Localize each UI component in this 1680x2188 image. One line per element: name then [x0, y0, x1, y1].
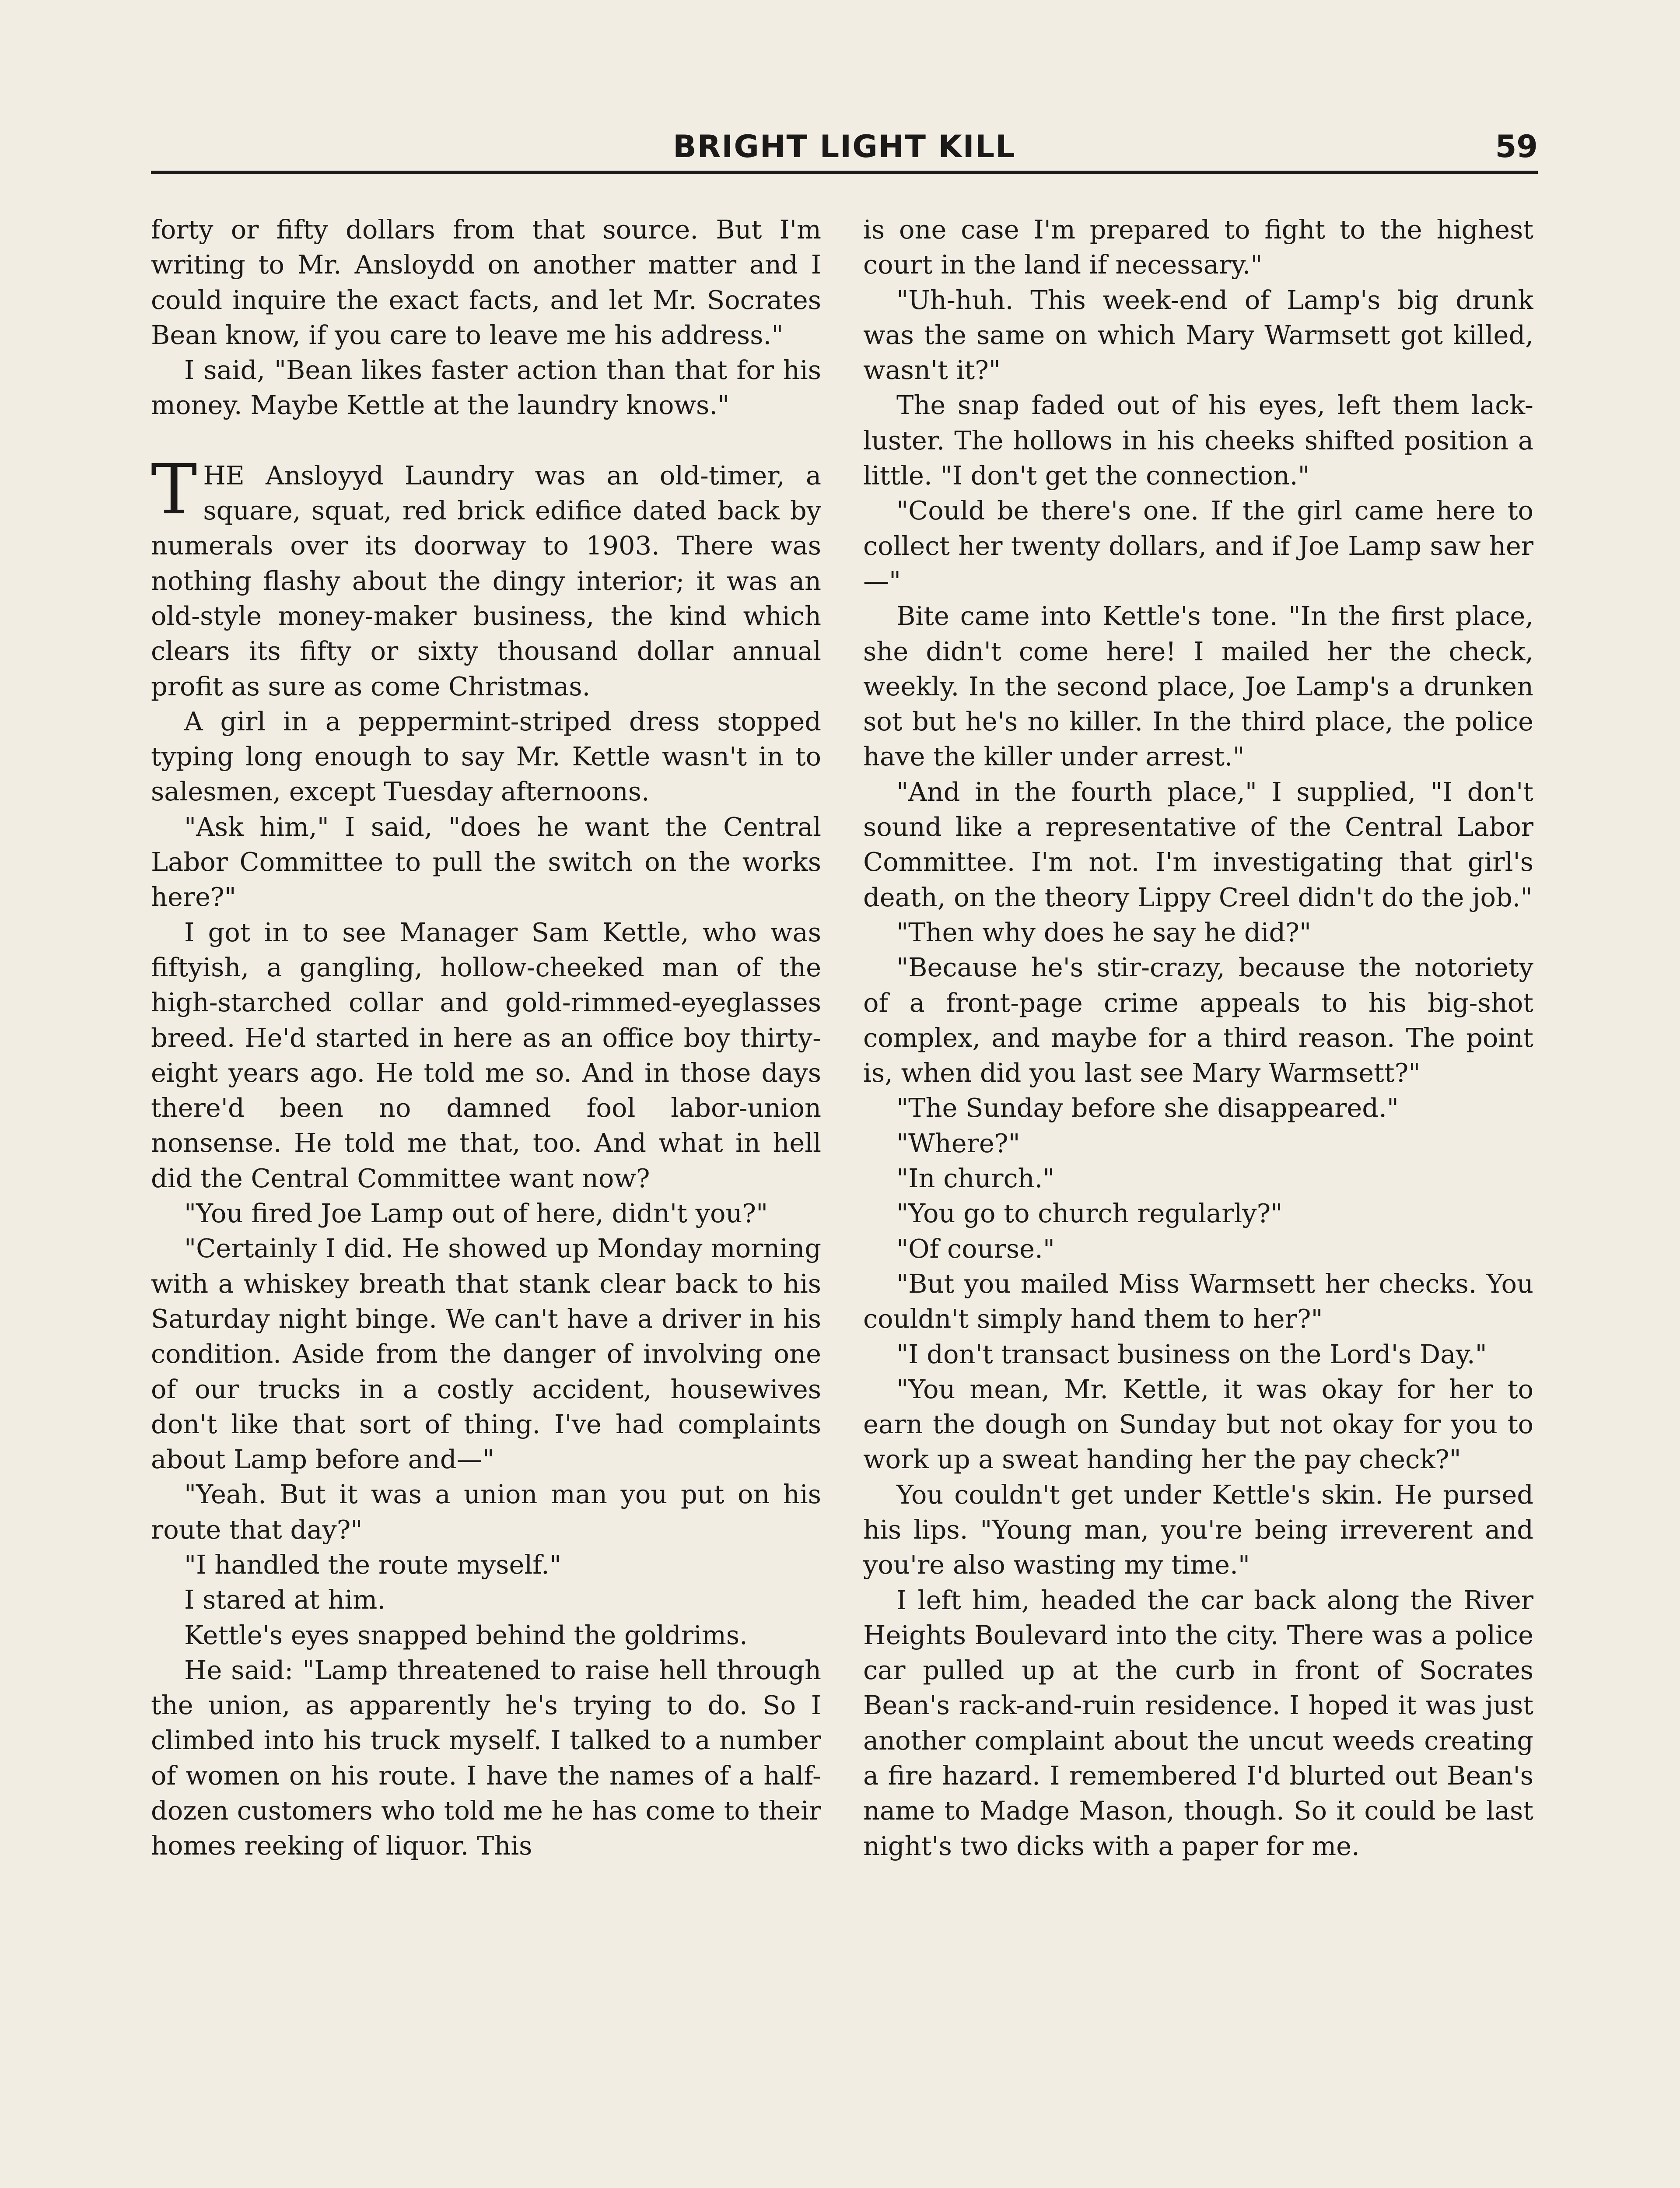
paragraph: forty or fifty dollars from that source. But I'm writing to Mr. Ansloydd on another matter and I could inquire the exact facts, and let Mr. Socrates Bean know, if you care to leave me his address." — [151, 214, 821, 350]
paragraph: I stared at him. — [184, 1585, 386, 1615]
paragraph: "Certainly I did. He showed up Monday morning with a whiskey breath that stank clear back to his Saturday night binge. We can't have a driver in his condition. Aside from the danger of involving one of our trucks in a costly accident, housewives don't like that sort of thing. I've had complaints about Lamp before and—" — [151, 1233, 821, 1475]
paragraph: "Yeah. But it was a union man you put on his route that day?" — [151, 1479, 821, 1545]
paragraph-text: HE Ansloyyd Laundry was an old-timer, a square, squat, red brick edifice dated back by numerals over its doorway to 1903. There was nothing flashy about the dingy interior; it was an old-style money-maker business, the kind which clears its fifty or sixty thousand dollar annual profit as sure as come Christmas. — [151, 460, 821, 701]
section-opening-paragraph — [151, 449, 821, 704]
paragraph: "But you mailed Miss Warmsett her checks. You couldn't simply hand them to her?" — [863, 1268, 1533, 1334]
paragraph: "Because he's stir-crazy, because the notoriety of a front-page crime appeals to his big-shot complex, and maybe for a third reason. The point is, when did you last see Mary Warmsett?" — [863, 952, 1533, 1088]
paragraph: "You fired Joe Lamp out of here, didn't you?" — [184, 1198, 768, 1229]
paragraph: Kettle's eyes snapped behind the goldrims. — [184, 1620, 748, 1650]
paragraph: I got in to see Manager Sam Kettle, who was fiftyish, a gangling, hollow-cheeked man of the high-starched collar and gold-rimmed-eyeglasses breed. He'd started in here as an office boy thirty-eight years ago. He told me so. And in those days there'd been no damned fool labor-union nonsense. He told me that, too. And what in hell did the Central Committee want now? — [151, 917, 821, 1193]
paragraph: You couldn't get under Kettle's skin. He pursed his lips. "Young man, you're being irreverent and you're also wasting my time." — [863, 1479, 1533, 1580]
paragraph: "I handled the route myself." — [184, 1549, 561, 1580]
paragraph: "Uh-huh. This week-end of Lamp's big drunk was the same on which Mary Warmsett got killed, wasn't it?" — [863, 284, 1533, 386]
paragraph: A girl in a peppermint-striped dress stopped typing long enough to say Mr. Kettle wasn't in to salesmen, except Tuesday afternoons. — [151, 706, 821, 807]
paragraph: "In church." — [896, 1163, 1055, 1194]
story-title: BRIGHT LIGHT KILL — [673, 129, 1016, 165]
paragraph: The snap faded out of his eyes, left them lack-luster. The hollows in his cheeks shifted position a little. "I don't get the connection." — [863, 390, 1533, 491]
paragraph: "The Sunday before she disappeared." — [896, 1093, 1399, 1123]
paragraph: "I don't transact business on the Lord's Day." — [896, 1339, 1487, 1369]
paragraph: Bite came into Kettle's tone. "In the first place, she didn't come here! I mailed her the check, weekly. In the second place, Joe Lamp's a drunken sot but he's no killer. In the third place, the police have the killer under arrest." — [863, 601, 1533, 772]
drop-cap: T — [151, 449, 197, 530]
paragraph: "Could be there's one. If the girl came here to collect her twenty dollars, and if Joe Lamp saw her—" — [863, 495, 1533, 596]
left-column — [151, 212, 821, 2188]
paragraph: "Where?" — [896, 1128, 1020, 1158]
paragraph: I said, "Bean likes faster action than that for his money. Maybe Kettle at the laundry knows." — [151, 355, 821, 421]
paragraph: I left him, headed the car back along the River Heights Boulevard into the city. There was a police car pulled up at the curb in front of Socrates Bean's rack-and-ruin residence. I hoped it was just another complaint about the uncut weeds creating a fire hazard. I remembered I'd blurted out Bean's name to Madge Mason, though. So it could be last night's two dicks with a paper for me. — [863, 1585, 1533, 1861]
paragraph: "Ask him," I said, "does he want the Central Labor Committee to pull the switch on the works here?" — [151, 811, 821, 912]
paragraph: "Then why does he say he did?" — [896, 917, 1312, 947]
paragraph: He said: "Lamp threatened to raise hell through the union, as apparently he's trying to do. So I climbed into his truck myself. I talked to a number of women on his route. I have the names of a half-dozen customers who told me he has come to their homes reeking of liquor. This — [151, 1655, 821, 1861]
paragraph: "Of course." — [896, 1233, 1055, 1264]
running-header — [151, 127, 1538, 174]
paragraph: "You go to church regularly?" — [896, 1198, 1283, 1229]
page-number: 59 — [1495, 129, 1538, 165]
paragraph: "You mean, Mr. Kettle, it was okay for her to earn the dough on Sunday but not okay for you to work up a sweat handing her the pay check?" — [863, 1374, 1533, 1475]
paragraph: is one case I'm prepared to fight to the highest court in the land if necessary." — [863, 214, 1533, 280]
right-column — [863, 212, 1533, 2188]
paragraph: "And in the fourth place," I supplied, "I don't sound like a representative of the Central Labor Committee. I'm not. I'm investigating that girl's death, on the theory Lippy Creel didn't do the job." — [863, 776, 1533, 912]
